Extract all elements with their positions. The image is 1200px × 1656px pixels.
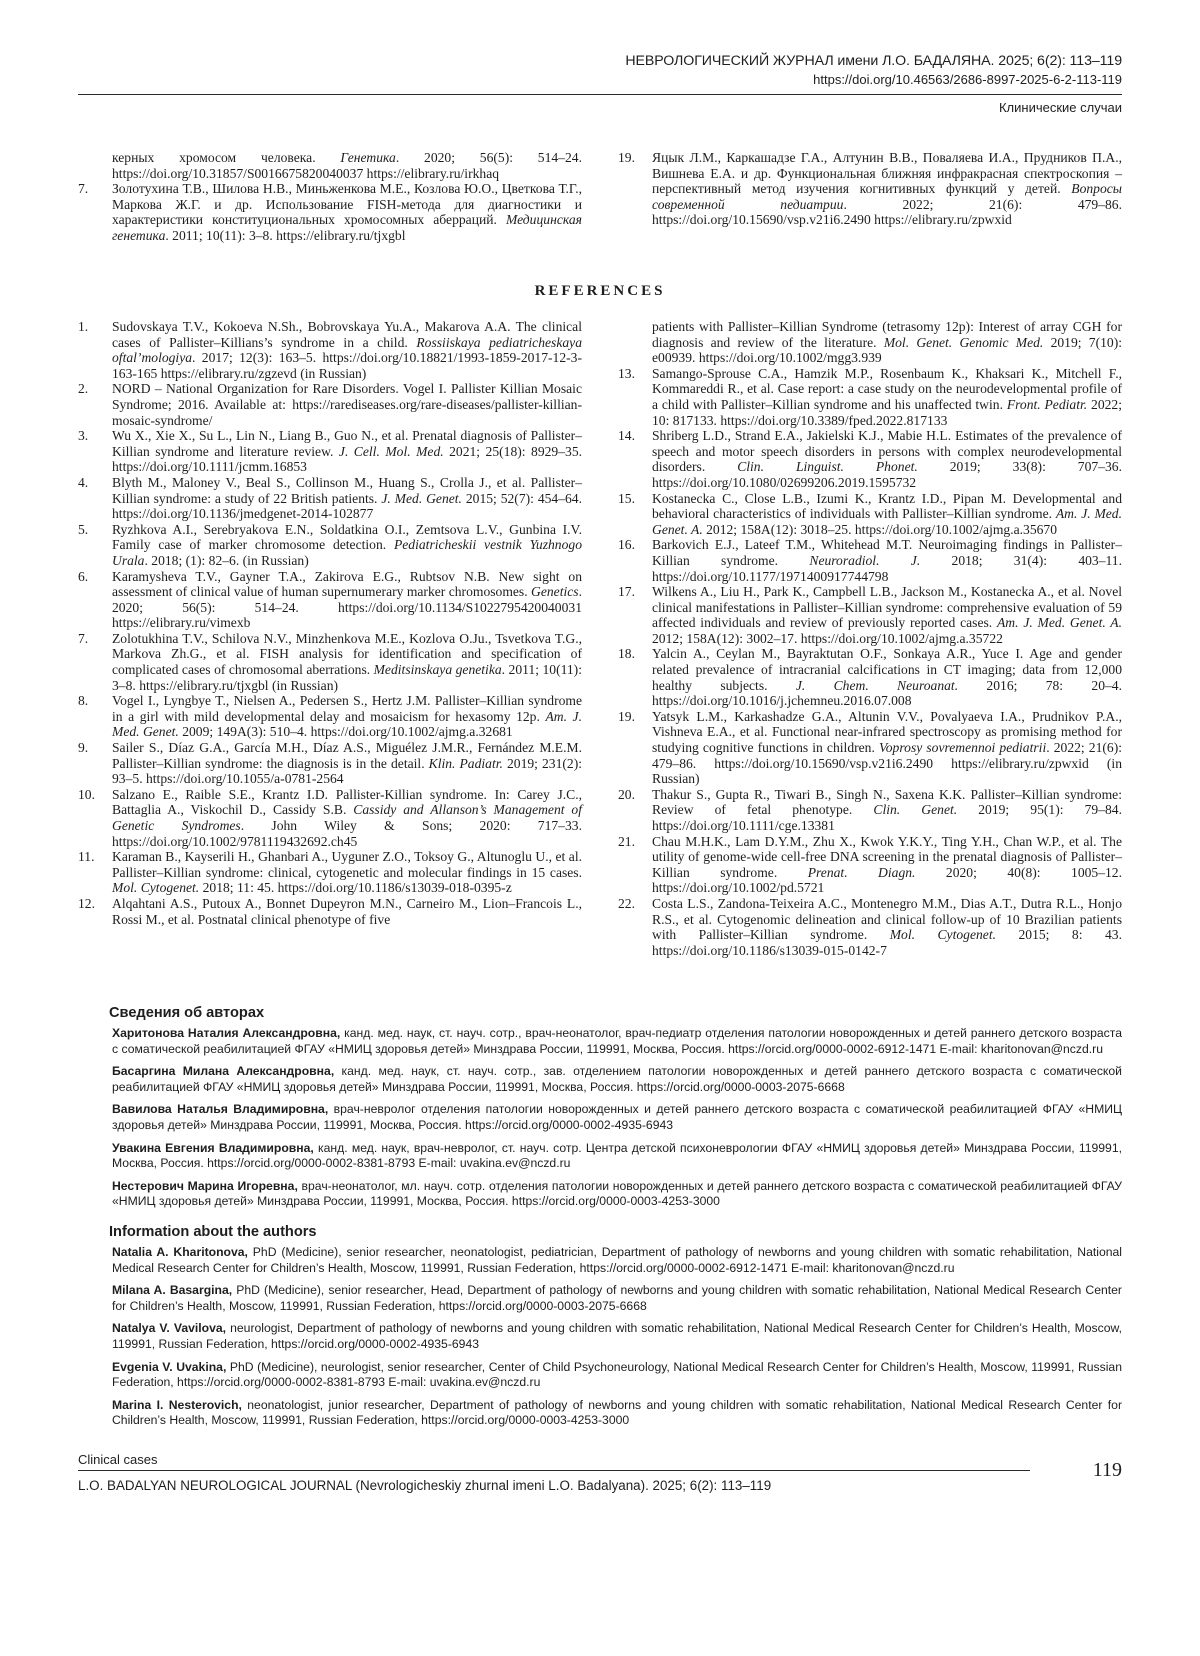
reference-source: Rossiiskaya pediatricheskaya oftal’mologiya [112,334,582,366]
reference-number: 7. [78,181,89,197]
reference-item [78,319,582,381]
author-details: PhD (Medicine), senior researcher, Head, Department of pathology of newborns and young children with somatic rehabilitation, National Medical Research Center for Children’s Health, Moscow, 119991, Russian Federation, https://orcid.org/0000-0003-2075-6668 [112,1283,1122,1313]
reference-body: Costa L.S., Zandona-Teixeira A.C., Montenegro M.M., Dias A.T., Dutra R.L., Honjo R.S., et al. Cytogenomic delineation and clinical follow-up of 10 Brazilian patients with Pallister–Killian syndrome. [652,895,1122,943]
author-entry [112,1321,1122,1352]
reference-item [78,522,582,569]
reference-text [112,381,582,428]
reference-body: Chau M.H.K., Lam D.Y.M., Zhu X., Kwok Y.K.Y., Ting Y.H., Chan W.P., et al. The utility of genome-wide cell-free DNA screening in the prenatal diagnosis of Pallister–Killian syndrome. [652,833,1122,880]
author-name: Нестерович Марина Игоревна, [112,1178,298,1193]
reference-body: Samango-Sprouse C.A., Hamzik M.P., Rosenbaum K., Khaksari K., Mitchell F., Kommareddi R., et al. Case report: a case study on the neurodevelopmental profile of a child with Pallister–Killian syndrome and his unaffected twin. [652,365,1122,412]
authors-ru-section [109,1003,1123,1217]
reference-text [652,150,1122,228]
reference-number: 11. [78,849,95,865]
references-heading: REFERENCES [534,283,666,299]
reference-text [112,849,582,896]
authors-ru-heading: Сведения об авторах [109,1005,265,1021]
reference-text [112,631,582,693]
reference-number: 10. [78,786,95,802]
ru-references-left-column [78,150,582,244]
reference-number: 4. [78,474,89,490]
reference-number: 7. [78,630,89,646]
reference-item [78,693,582,740]
reference-text [112,787,582,849]
author-name: Басаргина Милана Александровна, [112,1064,335,1079]
reference-body: Karaman B., Kayserili H., Ghanbari A., Uyguner Z.O., Toksoy G., Altunoglu U., et al. Pallister–Killian syndrome: clinical, cytogenetic and molecular findings in 15 cases. [112,849,582,880]
reference-item [78,849,582,896]
author-name: Вавилова Наталья Владимировна, [112,1102,329,1117]
reference-text [652,537,1122,584]
reference-number: 20. [618,786,635,802]
reference-body: Salzano E., Raible S.E., Krantz I.D. Pallister-Killian syndrome. In: Carey J.C., Battaglia A., Viskochil D., Cassidy S.B. [112,786,582,818]
reference-text [112,522,582,569]
reference-number: 19. [618,708,635,724]
reference-details: . 2020; 56(5): 514–24. https://doi.org/10.1134/S1022795420040031 https://elibrary.ru/vimexb [112,584,582,631]
reference-number: 16. [618,537,635,553]
reference-item [618,834,1122,896]
reference-details: . 2011; 10(11): 3–8. https://elibrary.ru/tjxgbl (in Russian) [112,662,582,693]
author-entry [112,1283,1122,1314]
reference-body: Яцык Л.М., Каркашадзе Г.А., Алтунин В.В., Поваляева И.А., Прудников П.А., Вишнева Е.А. и др. Функциональная ближняя инфракрасная спектроскопия – перспективный метод изучения когнитивных функций у детей. [652,150,1122,197]
reference-body: Kostanecka C., Close L.B., Izumi K., Krantz I.D., Pipan M. Developmental and behavioral characteristics of individuals with Pallister–Killian syndrome. [652,490,1122,522]
author-details: neonatologist, junior researcher, Department of pathology of newborns and young children with somatic rehabilitation, National Medical Research Center for Children’s Health, Moscow, 119991, Russian Federation, https://orcid.org/0000-0003-4253-3000 [112,1397,1123,1428]
reference-item [78,787,582,849]
references-list [78,319,1122,958]
reference-item [78,569,582,631]
reference-body: Zolotukhina T.V., Schilova N.V., Minzhenkova M.E., Kozlova O.Ju., Tsvetkova T.G., Markova Zh.G., et al. FISH analysis for identification and specification of complicated cases of chromosomal aberrations. [112,630,582,678]
author-entry [112,1141,1122,1172]
author-name: Natalia A. Kharitonova, [112,1245,248,1259]
author-entry [112,1026,1122,1057]
reference-details: 2019; 7(10): e00939. https://doi.org/10.1002/mgg3.939 [652,334,1122,366]
reference-body: Wilkens A., Liu H., Park K., Campbell L.B., Jackson M., Kostanecka A., et al. Novel clinical manifestations in Pallister–Killian syndrome: comprehensive evaluation of 59 affected individuals and review of previously reported cases. [652,584,1122,631]
reference-body: Barkovich E.J., Lateef T.M., Whitehead M.T. Neuroimaging findings in Pallister–Killian syndrome. [652,537,1122,568]
author-name: Marina I. Nesterovich, [112,1397,242,1412]
reference-number: 14. [618,428,635,444]
author-entry [112,1179,1122,1210]
section-label: Клинические случаи [998,100,1122,115]
author-details: PhD (Medicine), neurologist, senior researcher, Center of Child Psychoneurology, National Medical Research Center for Children’s Health, Moscow, 119991, Russian Federation, https://orcid.org/0000-0002-8381-8793 E-mail: uvakina.ev@nczd.ru [112,1359,1122,1390]
reference-text [652,646,1122,708]
reference-item [78,740,582,787]
author-details: neurologist, Department of pathology of newborns and young children with somatic rehabilitation, National Medical Research Center for Children’s Health, Moscow, 119991, Russian Federation, https://orcid.org/0000-0002-4935-6943 [112,1321,1122,1351]
reference-number: 17. [618,584,635,600]
reference-body: Vogel I., Lyngbye T., Nielsen A., Pedersen S., Hertz J.M. Pallister–Killian syndrome in a girl with mild developmental delay and mosaicism for hexasomy 12p. [112,693,582,724]
reference-details: . 2011; 10(11): 3–8. https://elibrary.ru/tjxgbl [165,227,406,243]
journal-title: НЕВРОЛОГИЧЕСКИЙ ЖУРНАЛ имени Л.О. БАДАЛЯНА. 2025; 6(2): 113–119 [625,53,1122,69]
references-left-column [78,319,582,958]
reference-details: 2019; 95(1): 79–84. https://doi.org/10.1111/cge.13381 [652,802,1122,833]
reference-details: 2012; 158A(12): 3018–25. https://doi.org/10.1002/ajmg.a.35670 [702,521,1058,537]
reference-body: Shriberg L.D., Strand E.A., Jakielski K.J., Mabie H.L. Estimates of the prevalence of speech and motor speech disorders in persons with complex neurodevelopmental disorders. [652,428,1122,475]
reference-text [112,896,582,927]
reference-source: J. Med. Genet. [381,490,462,506]
reference-source: Mol. Cytogenet. [112,880,200,896]
author-name: Milana A. Basargina, [112,1283,233,1298]
reference-source: Вопросы современной педиатрии [652,181,1122,212]
reference-details: 2015; 52(7): 454–64. https://doi.org/10.1136/jmedgenet-2014-102877 [112,490,582,522]
author-entry [112,1398,1122,1429]
reference-item [618,584,1122,646]
reference-item [618,366,1122,428]
reference-body: patients with Pallister–Killian Syndrome (tetrasomy 12p): Interest of array CGH for diagnosis and review of the literature. [652,319,1122,350]
reference-item [618,491,1122,538]
reference-details: . John Wiley & Sons; 2020: 717–33. https://doi.org/10.1002/9781119432692.ch45 [112,818,582,849]
reference-source: Genetics [531,584,579,600]
ru-references-right-column [618,150,1122,244]
reference-body: Золотухина Т.В., Шилова Н.В., Миньженкова М.Е., Козлова Ю.О., Цветкова Т.Г., Маркова Ж.Г. и др. Использование FISH-метода для диагностики и характеристики конституциональных хромосомных аберраций. [112,181,582,228]
reference-text [112,181,582,243]
reference-source: Clin. Genet. [873,802,958,818]
reference-source: Am. J. Med. Genet. A. [652,506,1122,537]
reference-text [652,428,1122,490]
reference-source: Front. Pediatr. [1006,396,1088,412]
reference-source: Am. J. Med. Genet. [112,708,582,740]
reference-text [652,584,1122,646]
authors-en-heading: Information about the authors [109,1224,317,1240]
reference-text [112,693,582,740]
reference-source: J. Cell. Mol. Med. [338,443,444,459]
reference-details: 2015; 8: 43. https://doi.org/10.1186/s13039-015-0142-7 [652,927,1122,958]
author-details: канд. мед. наук, ст. науч. сотр., зав. отделением патологии новорожденных и детей раннего детского возраста с соматической реабилитацией ФГАУ «НМИЦ здоровья детей» Минздрава России, 119991, Москва, Россия. https://orcid.org/0000-0003-2075-6668 [112,1064,1122,1094]
reference-body: Yatsyk L.M., Karkashadze G.A., Altunin V.V., Povalyaeva I.A., Prudnikov P.A., Vishneva E.A., et al. Functional near-infrared spectroscopy as promising method for studying cognitive functions in children. [652,708,1122,756]
reference-source: Meditsinskaya genetika [373,662,502,678]
reference-text [112,319,582,381]
reference-source: Clin. Linguist. Phonet. [737,459,918,475]
reference-number: 1. [78,319,89,334]
reference-item [618,896,1122,958]
reference-text [652,366,1122,428]
reference-body: Ryzhkova A.I., Serebryakova E.N., Soldatkina O.I., Zemtsova L.V., Gunbina I.V. Family case of marker chromosome detection. [112,521,582,553]
reference-number: 9. [78,740,89,756]
reference-details: 2018; 31(4): 403–11. https://doi.org/10.1177/1971400917744798 [652,552,1123,584]
reference-item [78,428,582,475]
reference-body: керных хромосом человека. [112,150,341,165]
reference-body: Thakur S., Gupta R., Tiwari B., Singh N., Saxena K.K. Pallister–Killian syndrome: Review of fetal phenotype. [652,786,1122,818]
author-details: канд. мед. наук, врач-невролог, ст. науч. сотр. Центра детской психоневрологии ФГАУ «НМИЦ здоровья детей» Минздрава России, 119991, Москва, Россия. https://orcid.org/0000-0002-8381-8793 E-mail: uvakina.ev@nczd.ru [112,1140,1122,1171]
reference-details: . 2018; (1): 82–6. (in Russian) [144,552,309,568]
reference-source: J. Chem. Neuroanat. [795,677,959,693]
reference-number: 22. [618,895,635,911]
reference-item [78,150,582,181]
reference-source: Neuroradiol. J. [809,552,921,568]
reference-item [78,381,582,428]
reference-details: . 2022; 21(6): 479–86. https://doi.org/10.15690/vsp.v21i6.2490 https://elibrary.ru/zpwxid (in Russian) [652,740,1122,787]
reference-details: 2021; 25(18): 8929–35. https://doi.org/10.1111/jcmm.16853 [112,443,583,475]
footer-section-label: Clinical cases [78,1452,158,1467]
reference-details: . 2020; 56(5): 514–24. https://doi.org/10.31857/S0016675820040037 https://elibrary.ru/irkhaq [112,150,582,181]
russian-references [78,150,1122,244]
reference-number: 6. [78,568,89,584]
authors-en-section [109,1222,1123,1436]
reference-text [112,428,582,475]
reference-item [78,631,582,693]
reference-body: Blyth M., Maloney V., Beal S., Collinson M., Huang S., Crolla J., et al. Pallister–Killian syndrome: a study of 22 British patients. [112,474,582,506]
reference-body: Sailer S., Díaz G.A., García M.H., Díaz A.S., Miguélez J.M.R., Fernández M.E.M. Pallister–Killian syndrome: the diagnosis is in the detail. [112,740,582,771]
reference-number: 3. [78,428,89,444]
reference-text [112,475,582,522]
footer-journal-title: L.O. BADALYAN NEUROLOGICAL JOURNAL (Nevrologicheskiy zhurnal imeni L.O. Badalyana). 2025; 6(2): 113–119 [78,1478,772,1493]
reference-number: 15. [618,490,635,506]
reference-source: Mol. Cytogenet. [889,927,997,943]
reference-text [112,569,582,631]
author-name: Харитонова Наталия Александровна, [112,1026,341,1040]
reference-item [618,150,1122,228]
author-details: врач-невролог отделения патологии новорожденных и детей раннего детского возраста с соматической реабилитацией ФГАУ «НМИЦ здоровья детей» Минздрава России, 119991, Москва, Россия. https://orcid.org/0000-0002-4935-6943 [112,1102,1123,1132]
reference-body: Wu X., Xie X., Su L., Lin N., Liang B., Guo N., et al. Prenatal diagnosis of Pallister–Killian syndrome and literature review. [112,428,582,459]
reference-item [618,787,1122,834]
authors-ru-list [112,1026,1122,1210]
reference-text [652,834,1122,896]
reference-source: Am. J. Med. Genet. A. [997,615,1122,631]
page-number: 119 [1092,1459,1122,1481]
reference-number: 19. [618,150,635,165]
reference-source: Медицинская генетика [112,212,582,243]
author-entry [112,1360,1122,1391]
reference-text [652,896,1122,958]
reference-text [652,787,1122,834]
reference-details: . 2022; 21(6): 479–86. https://doi.org/10.15690/vsp.v21i6.2490 https://elibrary.ru/zpwxid [652,196,1122,228]
reference-details: 2009; 149A(3): 510–4. https://doi.org/10.1002/ajmg.a.32681 [178,724,513,740]
author-entry [112,1064,1122,1095]
reference-source: Генетика [340,150,396,165]
author-name: Evgenia V. Uvakina, [112,1359,227,1374]
page-header [78,52,1122,117]
reference-item [78,896,582,927]
reference-details: . 2017; 12(3): 163–5. https://doi.org/10.18821/1993-1859-2017-12-3-163-165 https://elibrary.ru/zgzevd (in Russian) [112,350,582,381]
reference-item [618,319,1122,366]
reference-number: 13. [618,365,635,381]
reference-details: 2012; 158A(12): 3002–17. https://doi.org/10.1002/ajmg.a.35722 [652,630,1003,646]
reference-number: 18. [618,646,635,662]
reference-item [78,475,582,522]
reference-number: 2. [78,381,89,397]
author-details: врач-неонатолог, мл. науч. сотр. отделения патологии новорожденных и детей раннего детского возраста с соматической реабилитацией ФГАУ «НМИЦ здоровья детей» Минздрава России, 119991, Москва, Россия. https://orcid.org/0000-0003-4253-3000 [112,1178,1123,1209]
reference-item [618,537,1122,584]
reference-item [78,181,582,243]
author-name: Увакина Евгения Владимировна, [112,1140,314,1155]
reference-details: 2016; 78: 20–4. https://doi.org/10.1016/j.jchemneu.2016.07.008 [652,677,1122,709]
reference-number: 12. [78,895,95,911]
author-entry [112,1245,1122,1276]
reference-number: 8. [78,693,89,709]
reference-details: 2019; 33(8): 707–36. https://doi.org/10.1080/02699206.2019.1595732 [652,459,1122,490]
reference-number: 21. [618,833,635,849]
author-details: канд. мед. наук, ст. науч. сотр., врач-неонатолог, врач-педиатр отделения патологии новорожденных и детей раннего детского возраста с соматической реабилитацией ФГАУ «НМИЦ здоровья детей» Минздрава России, 119991, Москва, Россия. https://orcid.org/0000-0002-6912-1471 E-mail: kharitonovan@nczd.ru [112,1026,1122,1056]
reference-number: 5. [78,521,89,537]
reference-source: Cassidy and Allanson’s Management of Genetic Syndromes [112,802,582,833]
reference-source: Klin. Padiatr. [428,755,503,771]
reference-body: Karamysheva T.V., Gayner T.A., Zakirova E.G., Rubtsov N.B. New sight on assessment of clinical value of human supernumerary marker chromosomes. [112,568,582,600]
author-entry [112,1102,1122,1133]
reference-details: 2018; 11: 45. https://doi.org/10.1186/s13039-018-0395-z [199,880,512,896]
reference-source: Prenat. Diagn. [807,864,916,880]
doi-link[interactable]: https://doi.org/10.46563/2686-8997-2025-6-2-113-119 [813,72,1122,87]
reference-source: Pediatricheskii vestnik Yuzhnogo Urala [112,537,582,568]
reference-text [78,150,582,181]
references-right-column [618,319,1122,958]
reference-body: Alqahtani A.S., Putoux A., Bonnet Dupeyron M.N., Carneiro M., Lion–Francois L., Rossi M., et al. Postnatal clinical phenotype of five [112,895,582,927]
reference-source: Mol. Genet. Genomic Med. [883,334,1044,350]
reference-item [618,709,1122,787]
header-divider [78,94,1122,95]
reference-body: Yalcin A., Ceylan M., Bayraktutan O.F., Sonkaya A.R., Yuce I. Age and gender related prevalence of intracranial calcifications in CT imaging; data from 12,000 healthy subjects. [652,646,1122,693]
reference-body: Sudovskaya T.V., Kokoeva N.Sh., Bobrovskaya Yu.A., Makarova A.A. The clinical cases of Pallister–Killians’s syndrome in a child. [112,319,582,350]
reference-item [618,428,1122,490]
reference-text [652,491,1122,538]
reference-details: 2019; 231(2): 93–5. https://doi.org/10.1055/a-0781-2564 [112,755,583,787]
reference-details: 2020; 40(8): 1005–12. https://doi.org/10.1002/pd.5721 [652,864,1123,896]
reference-text [652,709,1122,787]
author-name: Natalya V. Vavilova, [112,1321,227,1336]
reference-details: 2022; 10: 817133. https://doi.org/10.3389/fped.2022.817133 [652,396,1122,428]
footer-divider [78,1470,1030,1471]
reference-text [112,740,582,787]
author-details: PhD (Medicine), senior researcher, neonatologist, pediatrician, Department of pathology of newborns and young children with somatic rehabilitation, National Medical Research Center for Children’s Health, Moscow, 119991, Russian Federation, https://orcid.org/0000-0002-6912-1471 E-mail: kharitonovan@nczd.ru [112,1245,1122,1275]
reference-body: NORD – National Organization for Rare Disorders. Vogel I. Pallister Killian Mosaic Syndrome; 2016. Available at: https://rarediseases.org/rare-diseases/pallister-killian-mosaic-syndrome/ [112,381,582,428]
authors-en-list [112,1245,1122,1429]
reference-source: Voprosy sovremennoi pediatrii [878,740,1047,756]
reference-text [618,319,1122,366]
reference-item [618,646,1122,708]
